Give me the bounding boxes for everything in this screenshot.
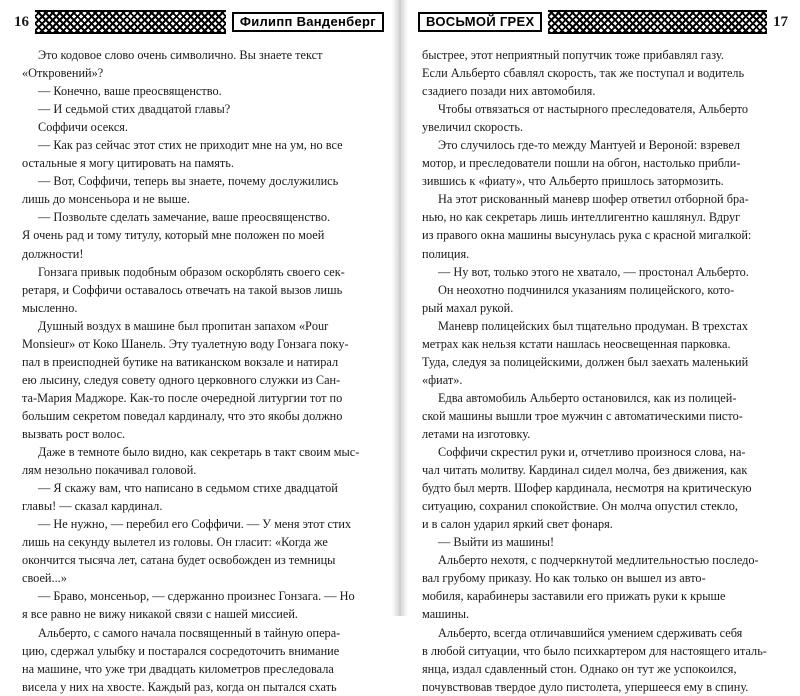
text-line: мысленно.	[22, 300, 78, 315]
text-line: вал грубому приказу. Но как только он вышел из авто-	[422, 571, 706, 586]
text-line: на машине, что уже три двадцать километров преследовала	[22, 661, 334, 676]
text-line: ситуацию, сохранил спокойствие. Он молча опустил стекло,	[422, 499, 738, 514]
text-line: Соффичи скрестил руки и, отчетливо произнося слова, на-	[438, 445, 746, 460]
page-number: 16	[14, 13, 29, 30]
text-line: быстрее, этот неприятный попутчик тоже прибавлял газу.	[422, 48, 724, 62]
text-line: зившись к «фиату», что Альберто пришлось затормозить.	[422, 174, 724, 189]
text-line: Это кодовое слово очень символично. Вы знаете текст	[38, 48, 323, 62]
text-line: ской машины вышли трое мужчин с автоматическими писто-	[422, 408, 743, 423]
text-line: сзадиего позади них автомобиля.	[422, 84, 596, 99]
running-head: ВОСЬМОЙ ГРЕХ	[418, 12, 542, 32]
text-line: цию, сдержал улыбку и постарался сосредоточить внимание	[22, 643, 340, 658]
text-line: остальные я могу цитировать на память.	[22, 156, 234, 171]
text-line: висела у них на хвосте. Каждый раз, когда он пытался схать	[22, 679, 337, 694]
ornamental-band	[35, 10, 226, 34]
text-line: «Откровений»?	[22, 66, 104, 81]
text-line: та-Мария Маджоре. Как-то после очередной литургии тот по	[22, 390, 343, 405]
text-line: машины.	[422, 607, 470, 622]
text-line: Едва автомобиль Альберто остановился, как из полицей-	[438, 390, 737, 405]
text-line: Я очень рад и тому титулу, который мне положен по моей	[22, 228, 325, 243]
text-line: главы! — сказал кардинал.	[22, 499, 163, 514]
left-page	[0, 0, 392, 694]
text-line: — Вот, Соффичи, теперь вы знаете, почему дослужились	[38, 174, 339, 189]
text-line: Душный воздух в машине был пропитан запахом «Pour	[38, 318, 329, 333]
text-line: — Позвольте сделать замечание, ваше преосвященство.	[38, 210, 331, 225]
text-line: и в салон ударил яркий свет фонаря.	[422, 517, 613, 532]
text-line: Соффичи осекся.	[38, 120, 129, 135]
text-line: лям незольно покачивал головой.	[22, 463, 197, 478]
text-line: летами на изготовку.	[422, 426, 531, 441]
text-line: пал в преисподней бутике на ватиканском вокзале и натирал	[22, 354, 339, 369]
text-line: метрах как нельзя кстати нашлась неосвещенная парковка.	[422, 336, 731, 351]
text-line: — Я скажу вам, что написано в седьмом стихе двадцатой	[38, 481, 338, 496]
text-line: ретаря, и Соффичи оставалось отвечать на такой вызов лишь	[22, 282, 343, 297]
text-line: Туда, следуя за полицейскими, должен был заехать маленький	[422, 354, 749, 369]
left-page-header	[14, 10, 384, 34]
text-line: лишь до монсеньора и не выше.	[22, 192, 190, 207]
text-line: — Как раз сейчас этот стих не приходит мне на ум, но все	[38, 138, 343, 153]
text-line: я все равно не вижу никакой связи с нашей миссией.	[22, 607, 298, 622]
text-line: Это случилось где-то между Мантуей и Вероной: взревел	[438, 138, 740, 153]
text-line: «фиат».	[422, 372, 463, 387]
text-line: На этот рискованный маневр шофер ответил отборной бра-	[438, 192, 749, 207]
text-line: янца, издал сдавленный стон. Однако он тут же успокоился,	[422, 661, 737, 676]
text-line: почувствовав твердое дуло пистолета, упершееся ему в спину.	[422, 679, 749, 694]
text-line: большим секретом поведал кардиналу, что это якобы должно	[22, 408, 343, 423]
text-line: нью, но как секретарь лишь интеллигентно кашлянул. Вдруг	[422, 210, 741, 225]
text-line: — Выйти из машины!	[438, 535, 555, 550]
text-line: будто был мертв. Шофер кардинала, несмотря на критическую	[422, 481, 752, 496]
text-line: Маневр полицейских был тщательно продуман. В трехстах	[438, 318, 748, 333]
text-line: Альберто, с самого начала посвященный в тайную опера-	[38, 625, 341, 640]
text-line: из правого окна машины высунулась рука с красной мигалкой:	[422, 228, 752, 243]
text-line: окончится тысяча лет, сатана будет освобожден из темницы	[22, 553, 336, 568]
text-line: должности!	[22, 246, 84, 261]
text-line: вызвать рост волос.	[22, 426, 126, 441]
text-line: чал читать молитву. Кардинал сидел молча, без движения, как	[422, 463, 748, 478]
text-line: Он неохотно подчинился указаниям полицейского, кото-	[438, 282, 735, 297]
ornamental-band	[548, 10, 767, 34]
text-line: мобиля, карабинеры заставили его прижать руки к крыше	[422, 589, 726, 604]
text-line: увеличил скорость.	[422, 120, 524, 135]
text-line: — И седьмой стих двадцатой главы?	[38, 102, 231, 117]
text-line: лишь на секунду вылетел из головы. Он гласит: «Когда же	[22, 535, 328, 550]
text-line: Чтобы отвязаться от настырного преследователя, Альберто	[438, 102, 749, 117]
text-line: рый махал рукой.	[422, 300, 514, 315]
text-line: Даже в темноте было видно, как секретарь в такт своим мыс-	[38, 445, 360, 460]
text-line: Гонзага привык подобным образом оскорблять своего сек-	[38, 264, 345, 279]
right-page	[408, 0, 800, 694]
text-line: — Конечно, ваше преосвященство.	[38, 84, 222, 99]
right-page-header	[418, 10, 788, 34]
text-line: — Браво, монсеньор, — сдержанно произнес Гонзага. — Но	[38, 589, 355, 604]
text-line: Если Альберто сбавлял скорость, так же поступал и водитель	[422, 66, 745, 81]
page-number: 17	[773, 13, 788, 30]
text-line: своей...»	[22, 571, 67, 586]
book-gutter	[392, 0, 408, 616]
text-line: Альберто нехотя, с подчеркнутой медлительностью последо-	[438, 553, 759, 568]
text-line: в любой ситуации, что было психкартером для настоящего италь-	[422, 643, 767, 658]
text-line: мотор, и преследователи пошли на обгон, настолько прибли-	[422, 156, 741, 171]
right-page-text	[422, 46, 786, 694]
text-line: ею лысину, следуя совету одного церковного служки из Сан-	[22, 372, 341, 387]
text-line: — Ну вот, только этого не хватало, — простонал Альберто.	[438, 264, 749, 279]
running-head: Филипп Ванденберг	[232, 12, 384, 32]
text-line: Monsieur» от Коко Шанель. Эту туалетную воду Гонзага поку-	[22, 336, 349, 351]
text-line: Альберто, всегда отличавшийся умением сдерживать себя	[438, 625, 743, 640]
left-page-text	[22, 46, 380, 694]
text-line: — Не нужно, — перебил его Соффичи. — У меня этот стих	[38, 517, 352, 532]
text-line: полиция.	[422, 246, 470, 261]
